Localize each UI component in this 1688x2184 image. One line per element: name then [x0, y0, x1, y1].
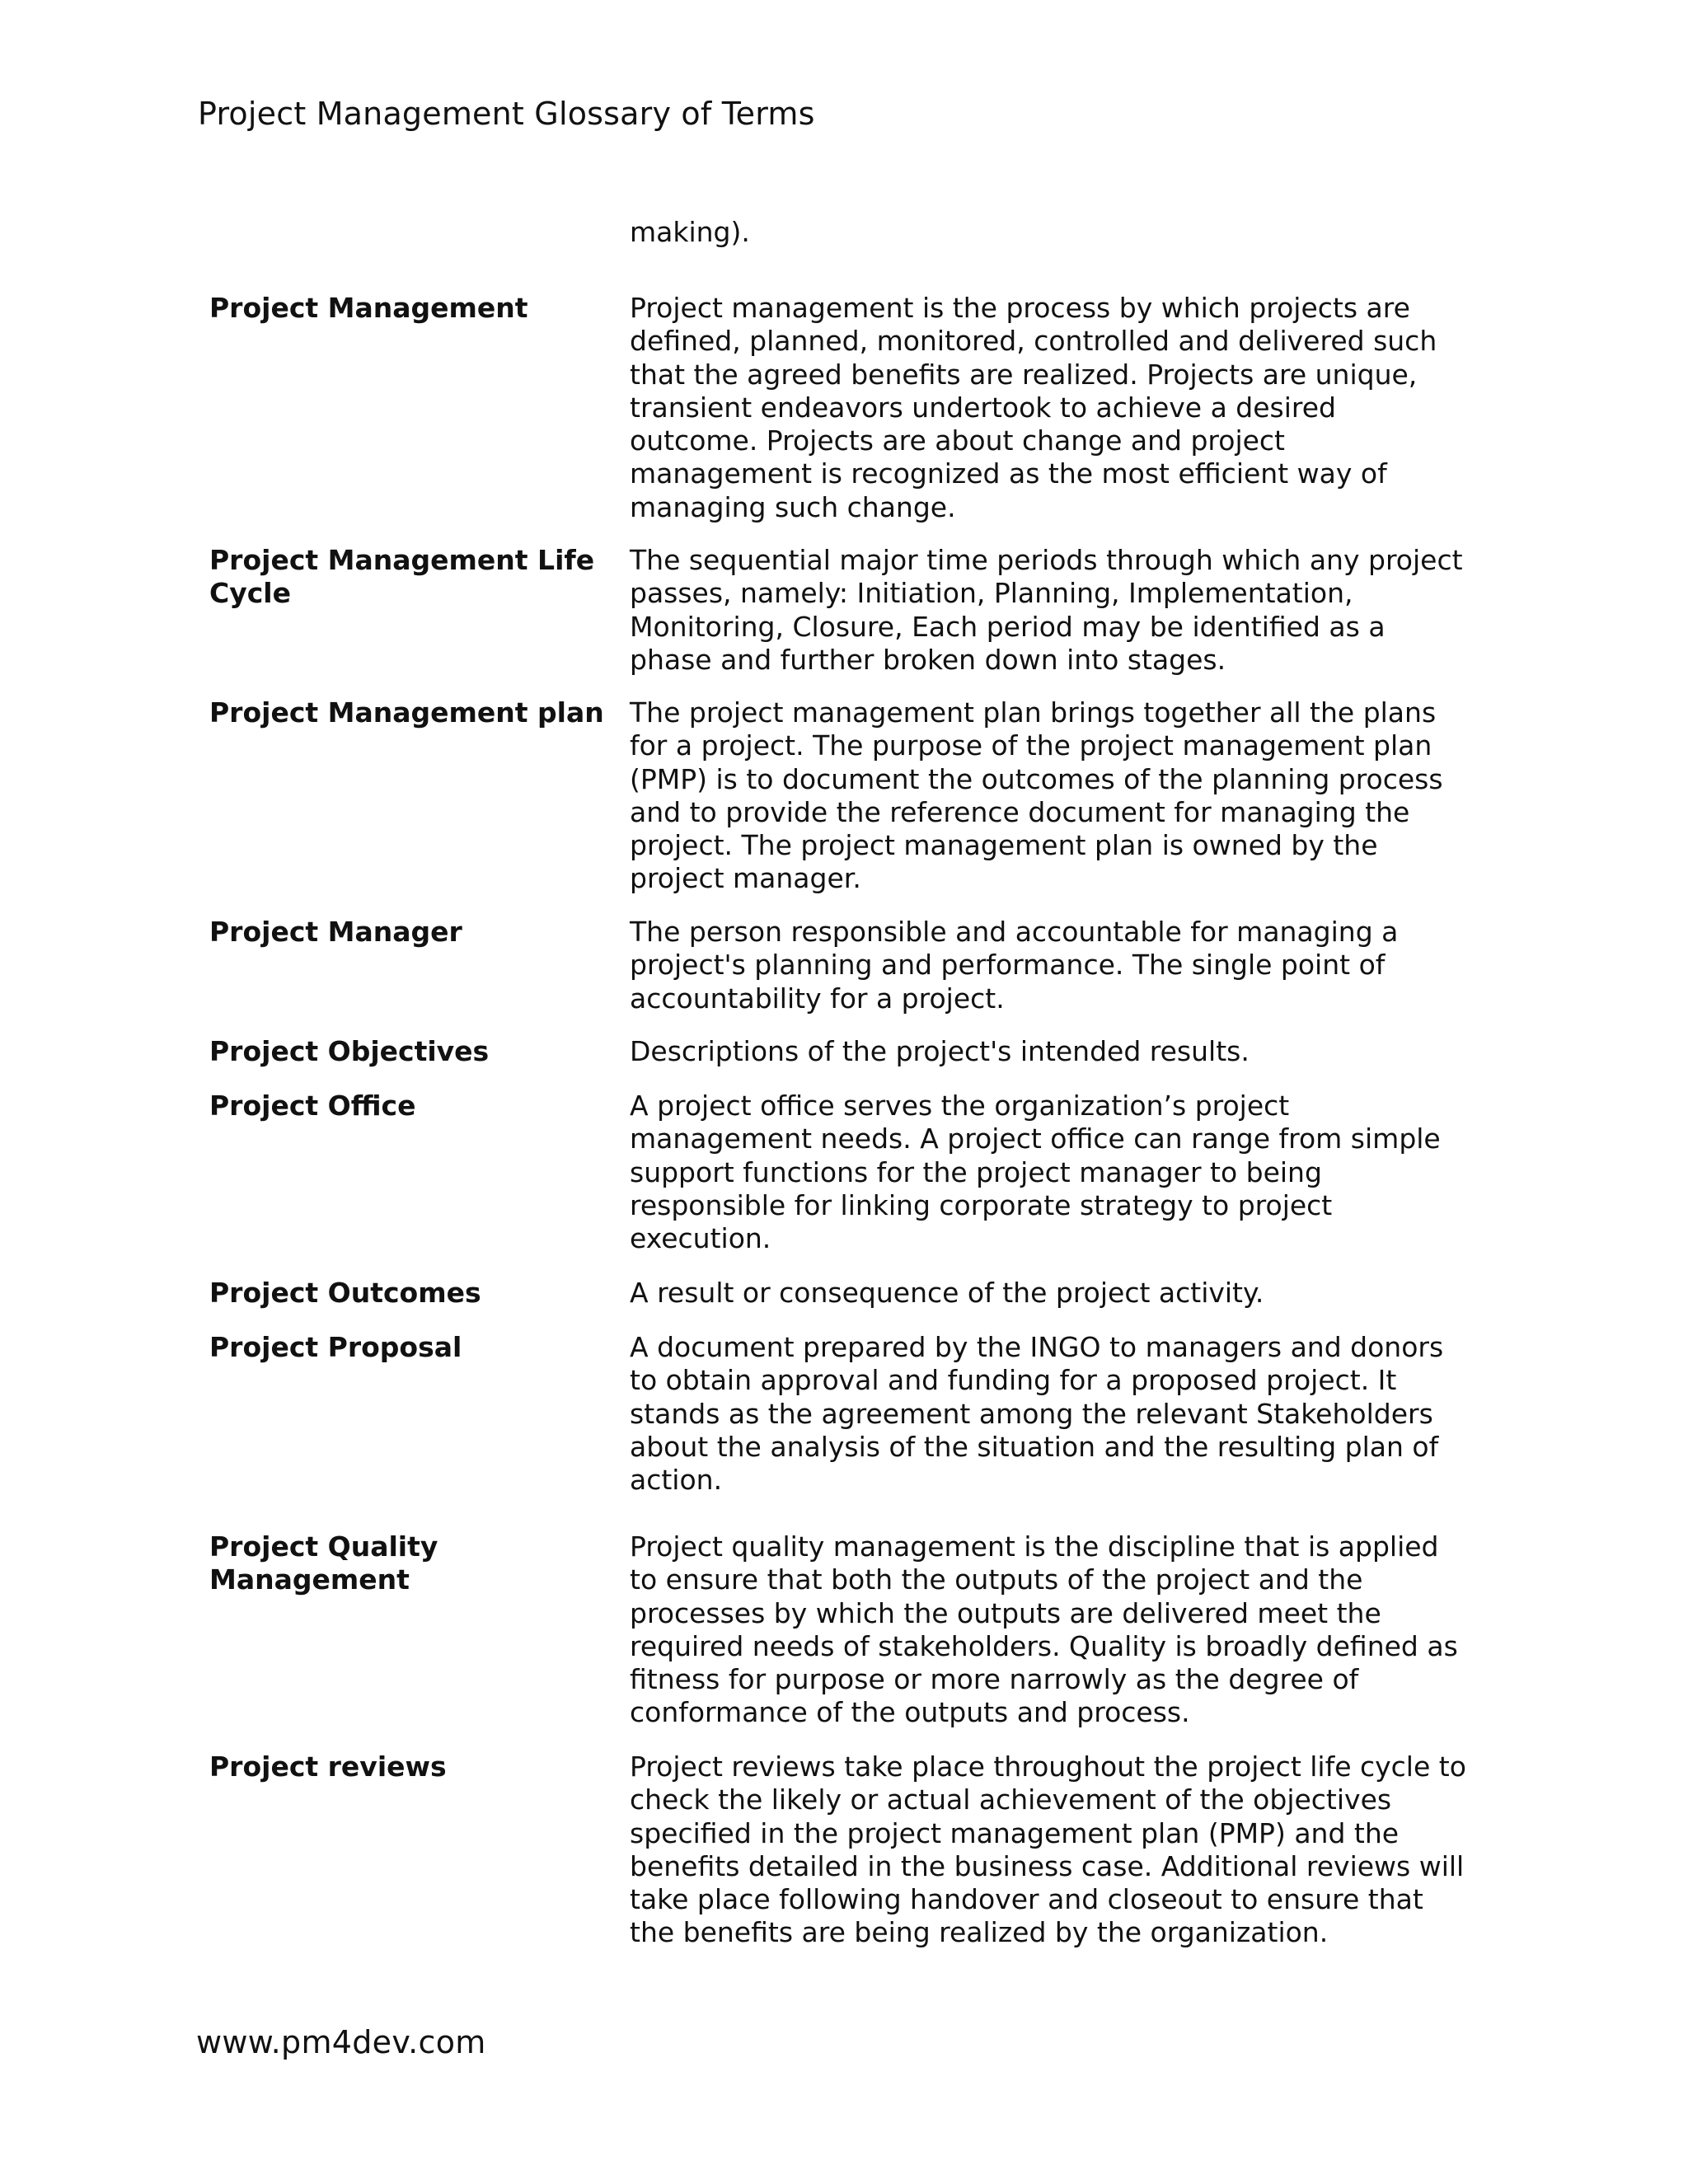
glossary-definition: The person responsible and accountable for managing a project's planning and performance. The single point of accountability for a project.	[630, 916, 1399, 1015]
glossary-term: Project Quality Management	[209, 1530, 438, 1596]
glossary-definition: The sequential major time periods through which any project passes, namely: Initiation, Planning, Implementation, Monitoring, Closure, Each period may be identified as a phase and further broken down into stages.	[630, 544, 1463, 676]
glossary-definition: A project office serves the organization’s project management needs. A project office can range from simple support functions for the project manager to being responsible for linking corporate strategy to project execution.	[630, 1090, 1441, 1255]
glossary-definition: Project management is the process by which projects are defined, planned, monitored, controlled and delivered such that the agreed benefits are realized. Projects are unique, transient endeavors undertook to achieve a desired outcome. Projects are about change and project management is recognized as the most efficient way of managing such change.	[630, 292, 1437, 523]
glossary-definition: Descriptions of the project's intended results.	[630, 1035, 1250, 1067]
continued-definition-text: making).	[630, 216, 750, 248]
glossary-definition: Project reviews take place throughout the project life cycle to check the likely or actual achievement of the objectives specified in the project management plan (PMP) and the benefits detailed in the business case. Additional reviews will take place following handover and closeout to ensure that the benefits are being realized by the organization.	[630, 1750, 1466, 1949]
glossary-term: Project Objectives	[209, 1035, 490, 1067]
glossary-term: Project Proposal	[209, 1331, 462, 1363]
glossary-definition: A document prepared by the INGO to managers and donors to obtain approval and funding for a proposed project. It stands as the agreement among the relevant Stakeholders about the analysis of the situation and the resulting plan of action.	[630, 1331, 1444, 1497]
glossary-definition: The project management plan brings together all the plans for a project. The purpose of the project management plan (PMP) is to document the outcomes of the planning process and to provide the reference document for managing the project. The project management plan is owned by the project manager.	[630, 696, 1443, 895]
glossary-term: Project Management Life Cycle	[209, 544, 595, 610]
glossary-term: Project reviews	[209, 1750, 447, 1783]
glossary-term: Project Management	[209, 292, 528, 324]
glossary-term: Project Outcomes	[209, 1277, 481, 1309]
glossary-definition: A result or consequence of the project activity.	[630, 1277, 1264, 1309]
footer-website: www.pm4dev.com	[196, 2024, 486, 2060]
glossary-term: Project Management plan	[209, 696, 604, 729]
glossary-term: Project Office	[209, 1090, 416, 1122]
page-header-title: Project Management Glossary of Terms	[198, 96, 815, 132]
glossary-definition: Project quality management is the discipline that is applied to ensure that both the outputs of the project and the processes by which the outputs are delivered meet the required needs of stakeholders. Quality is broadly defined as fitness for purpose or more narrowly as the degree of conformance of the outputs and process.	[630, 1530, 1458, 1729]
glossary-term: Project Manager	[209, 916, 462, 948]
